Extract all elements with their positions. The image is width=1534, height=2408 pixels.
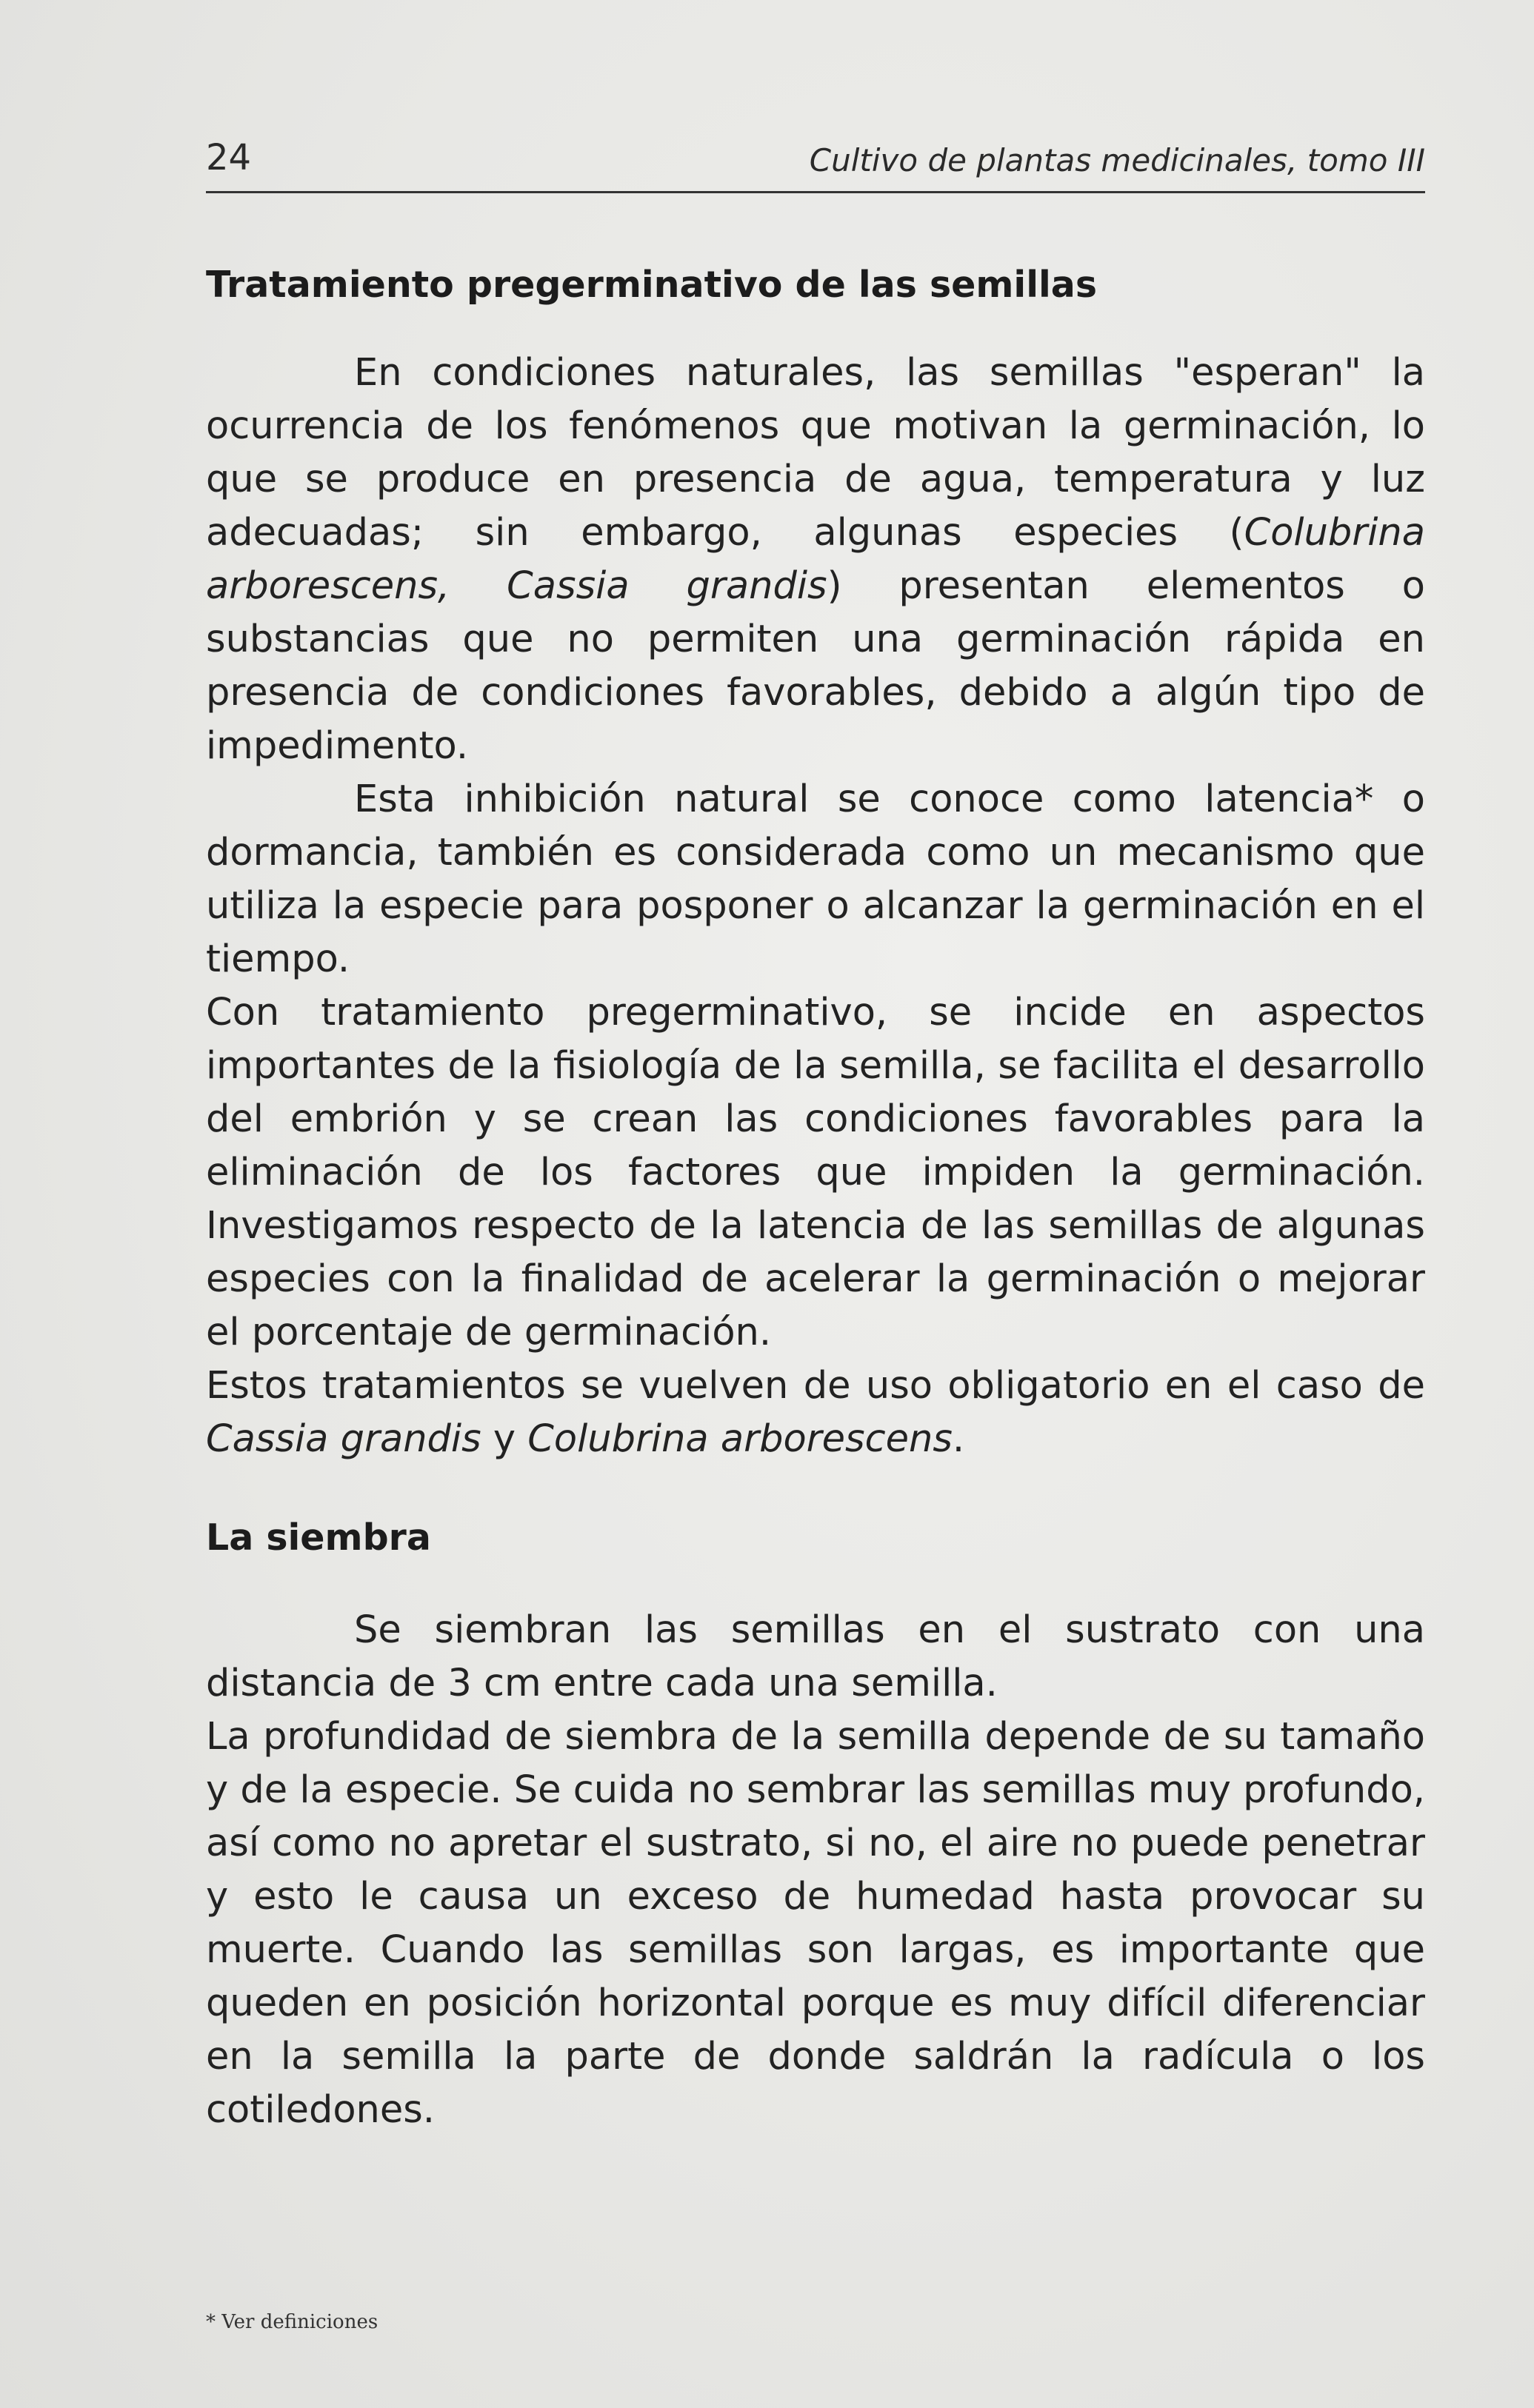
running-title: Cultivo de plantas medicinales, tomo III xyxy=(809,142,1425,178)
species-names: Colubrina arborescens, Cassia grandis xyxy=(206,511,1425,608)
text-run: ) presentan elementos o substancias que no permiten una germinación rápida en presencia de condiciones favorables, debido a algún tipo de impedimento. xyxy=(206,564,1426,768)
page-content xyxy=(206,259,1425,2137)
paragraph-mandatory-use xyxy=(206,1359,1425,1466)
section-title-siembra: La siembra xyxy=(206,1516,431,1559)
paragraph-sowing-distance: Se siembran las semillas en el sustrato con una distancia de 3 cm entre cada una semilla. xyxy=(206,1608,1425,1705)
paragraph-latency: Esta inhibición natural se conoce como latencia* o dormancia, también es considerada como un mecanismo que utiliza la especie para posponer o alcanzar la germinación en el tiempo. xyxy=(206,777,1425,981)
species-name: Cassia grandis xyxy=(206,1417,481,1461)
page-header xyxy=(206,133,1425,193)
text-run: y xyxy=(481,1417,528,1461)
text-run: En condiciones naturales, las semillas "esperan" la ocurrencia de los fenómenos que motivan la germinación, lo que se produce en presencia de agua, temperatura y luz adecuadas; sin embargo, algunas especies ( xyxy=(206,351,1425,555)
text-run: . xyxy=(952,1417,965,1461)
paragraph-pregerminative-treatment: Con tratamiento pregerminativo, se incide en aspectos importantes de la fisiología de la semilla, se facilita el desarrollo del embrión y se crean las condiciones favorables para la eliminación de los factores que impiden la germinación. Investigamos respecto de la latencia de las semillas de algunas especies con la finalidad de acelerar la germinación o mejorar el porcentaje de germinación. xyxy=(206,991,1425,1354)
paragraph-natural-conditions xyxy=(206,347,1425,773)
page-number: 24 xyxy=(206,137,252,178)
species-name: Colubrina arborescens xyxy=(527,1417,953,1461)
section-title-tratamiento: Tratamiento pregerminativo de las semillas xyxy=(206,264,1098,306)
paragraph-sowing-depth: La profundidad de siembra de la semilla depende de su tamaño y de la especie. Se cuida no sembrar las semillas muy profundo, así como no apretar el sustrato, si no, el aire no puede penetrar y esto le causa un exceso de humedad hasta provocar su muerte. Cuando las semillas son largas, es importante que queden en posición horizontal porque es muy difícil diferenciar en la semilla la parte de donde saldrán la radícula o los cotiledones. xyxy=(206,1715,1425,2132)
text-run: Estos tratamientos se vuelven de uso obligatorio en el caso de xyxy=(206,1364,1425,1408)
footnote: * Ver definiciones xyxy=(206,2311,379,2333)
